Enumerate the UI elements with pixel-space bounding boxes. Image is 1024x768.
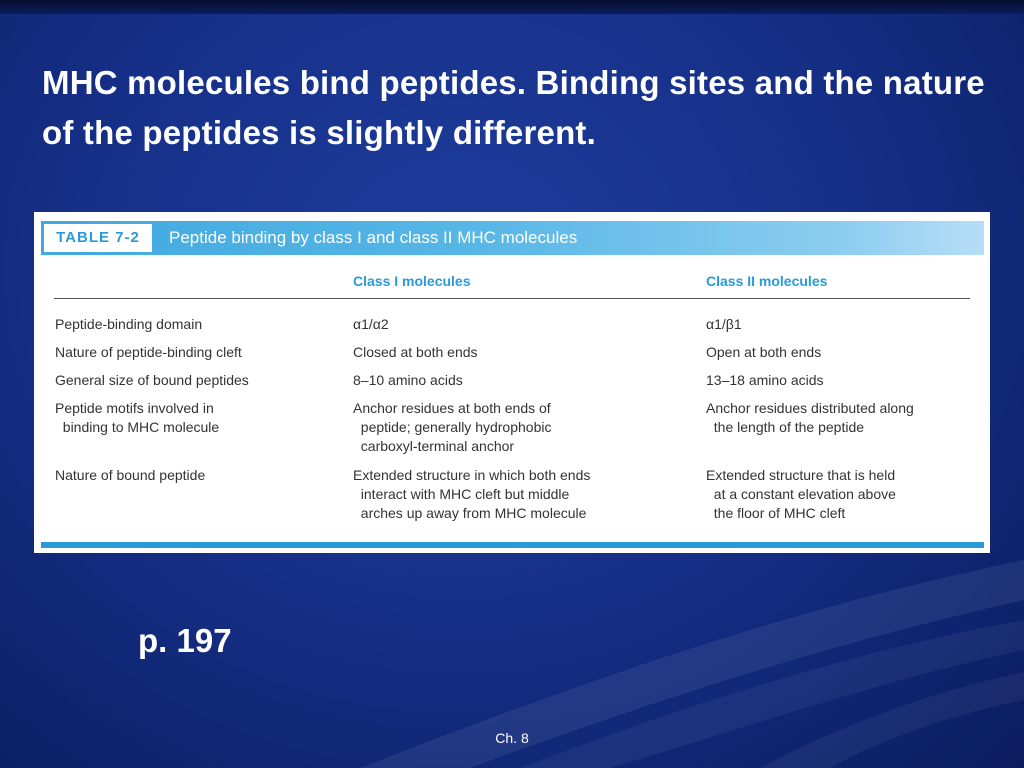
table-label: TABLE 7-2 bbox=[44, 224, 152, 252]
table-figure bbox=[34, 212, 990, 553]
row-class-ii-value: 13–18 amino acids bbox=[706, 372, 824, 388]
row-class-i-value: Closed at both ends bbox=[353, 344, 478, 360]
row-class-ii-value: Anchor residues distributed along the length of the peptide bbox=[706, 400, 914, 435]
row-class-ii-value: Extended structure that is held at a constant elevation above the floor of MHC cleft bbox=[706, 467, 896, 521]
row-class-i-value: Extended structure in which both ends interact with MHC cleft but middle arches up away from MHC molecule bbox=[353, 467, 591, 521]
row-class-i-value: α1/α2 bbox=[353, 316, 389, 332]
column-header-class-i: Class I molecules bbox=[353, 273, 471, 289]
row-class-i-value: Anchor residues at both ends of peptide; generally hydrophobic carboxyl-terminal anchor bbox=[353, 400, 552, 454]
footer-chapter: Ch. 8 bbox=[495, 730, 529, 746]
table-caption: Peptide binding by class I and class II MHC molecules bbox=[169, 228, 578, 247]
page-reference: p. 197 bbox=[138, 622, 232, 659]
row-feature: Peptide-binding domain bbox=[55, 316, 203, 332]
row-feature: Nature of peptide-binding cleft bbox=[55, 344, 242, 360]
row-feature: General size of bound peptides bbox=[55, 372, 249, 388]
row-class-ii-value: α1/β1 bbox=[706, 316, 742, 332]
row-feature: Nature of bound peptide bbox=[55, 467, 206, 483]
row-class-i-value: 8–10 amino acids bbox=[353, 372, 463, 388]
row-class-ii-value: Open at both ends bbox=[706, 344, 822, 360]
table-header-bar bbox=[41, 221, 984, 255]
slide-title: MHC molecules bind peptides. Binding sites and the nature of the peptides is slightly different. bbox=[42, 64, 985, 151]
table-bottom-bar bbox=[41, 542, 984, 548]
column-header-class-ii: Class II molecules bbox=[706, 273, 828, 289]
header-rule bbox=[54, 298, 970, 299]
row-feature: Peptide motifs involved in binding to MHC molecule bbox=[55, 400, 220, 435]
